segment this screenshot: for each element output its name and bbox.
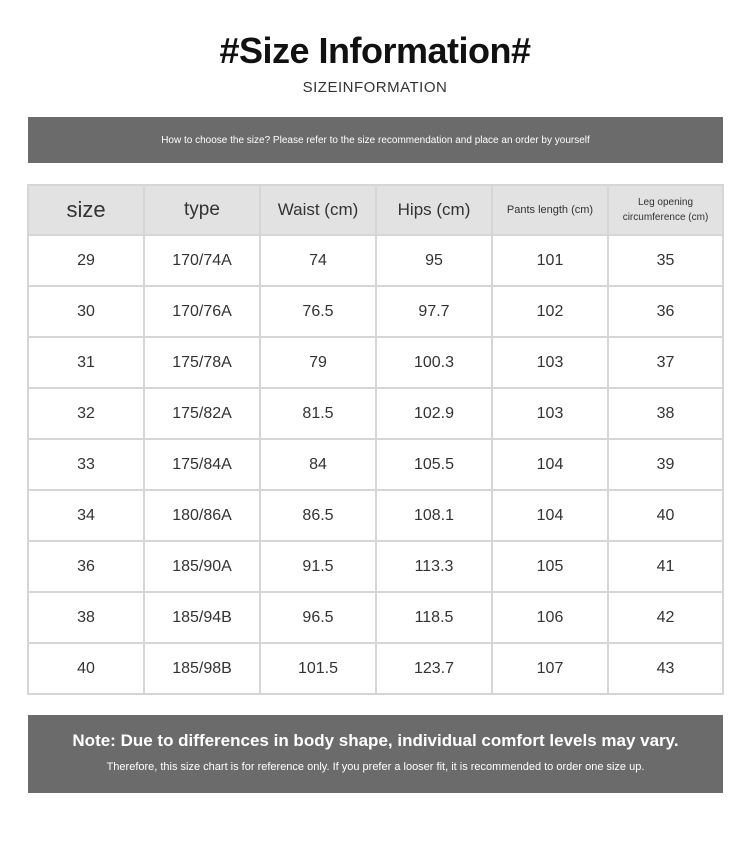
table-cell: 35 [608, 235, 723, 286]
table-header-row [28, 185, 723, 235]
table-cell: 81.5 [260, 388, 376, 439]
table-cell: 37 [608, 337, 723, 388]
table-row [28, 643, 723, 694]
note-main-text: Note: Due to differences in body shape, individual comfort levels may vary. [72, 731, 679, 750]
table-cell: 185/98B [144, 643, 260, 694]
table-cell: 97.7 [376, 286, 492, 337]
table-cell: 41 [608, 541, 723, 592]
table-cell: 79 [260, 337, 376, 388]
table-row [28, 388, 723, 439]
table-cell: 104 [492, 490, 608, 541]
table-row [28, 337, 723, 388]
note-sub-text: Therefore, this size chart is for reference only. If you prefer a looser fit, it is recommended to order one size up. [106, 761, 645, 773]
table-cell: 74 [260, 235, 376, 286]
table-cell: 102 [492, 286, 608, 337]
column-header-type: type [144, 185, 260, 235]
table-cell: 34 [28, 490, 144, 541]
table-cell: 42 [608, 592, 723, 643]
table-row [28, 490, 723, 541]
column-header-waist: Waist (cm) [260, 185, 376, 235]
column-header-pants-length: Pants length (cm) [492, 185, 608, 235]
column-header-size: size [28, 185, 144, 235]
table-cell: 175/84A [144, 439, 260, 490]
table-cell: 36 [608, 286, 723, 337]
table-cell: 123.7 [376, 643, 492, 694]
page-subtitle: SIZEINFORMATION [302, 79, 448, 96]
table-cell: 84 [260, 439, 376, 490]
table-cell: 76.5 [260, 286, 376, 337]
table-cell: 31 [28, 337, 144, 388]
size-table [27, 184, 724, 695]
table-row [28, 439, 723, 490]
table-cell: 180/86A [144, 490, 260, 541]
table-cell: 100.3 [376, 337, 492, 388]
table-cell: 108.1 [376, 490, 492, 541]
column-header-hips: Hips (cm) [376, 185, 492, 235]
table-cell: 105.5 [376, 439, 492, 490]
instruction-banner [28, 117, 723, 163]
table-cell: 101 [492, 235, 608, 286]
table-row [28, 592, 723, 643]
table-cell: 170/74A [144, 235, 260, 286]
table-cell: 105 [492, 541, 608, 592]
table-row [28, 541, 723, 592]
table-cell: 95 [376, 235, 492, 286]
table-cell: 107 [492, 643, 608, 694]
table-row [28, 235, 723, 286]
table-cell: 118.5 [376, 592, 492, 643]
table-cell: 86.5 [260, 490, 376, 541]
instruction-text: How to choose the size? Please refer to the size recommendation and place an order by yourself [161, 134, 590, 146]
table-cell: 30 [28, 286, 144, 337]
table-cell: 106 [492, 592, 608, 643]
note-box [28, 715, 723, 793]
column-header-leg-opening: Leg opening circumference (cm) [608, 185, 723, 235]
table-cell: 36 [28, 541, 144, 592]
table-cell: 113.3 [376, 541, 492, 592]
table-cell: 103 [492, 388, 608, 439]
table-cell: 103 [492, 337, 608, 388]
table-cell: 175/82A [144, 388, 260, 439]
table-cell: 91.5 [260, 541, 376, 592]
table-cell: 40 [608, 490, 723, 541]
table-cell: 39 [608, 439, 723, 490]
table-cell: 43 [608, 643, 723, 694]
table-cell: 185/90A [144, 541, 260, 592]
table-cell: 96.5 [260, 592, 376, 643]
table-cell: 33 [28, 439, 144, 490]
table-cell: 175/78A [144, 337, 260, 388]
page-title: #Size Information# [219, 30, 531, 71]
table-cell: 32 [28, 388, 144, 439]
table-cell: 102.9 [376, 388, 492, 439]
table-cell: 101.5 [260, 643, 376, 694]
table-cell: 170/76A [144, 286, 260, 337]
table-cell: 40 [28, 643, 144, 694]
table-cell: 38 [28, 592, 144, 643]
table-row [28, 286, 723, 337]
table-cell: 38 [608, 388, 723, 439]
table-cell: 104 [492, 439, 608, 490]
table-cell: 29 [28, 235, 144, 286]
table-cell: 185/94B [144, 592, 260, 643]
